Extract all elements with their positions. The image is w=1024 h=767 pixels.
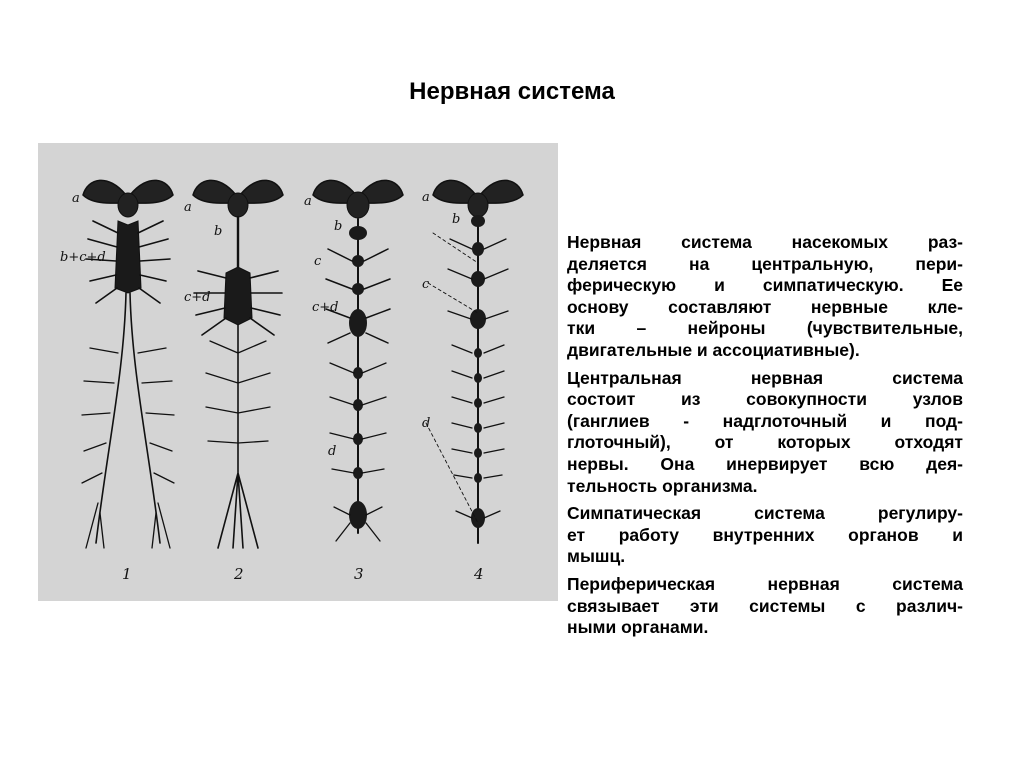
description-text [567, 232, 963, 645]
figure-label: a [422, 190, 430, 205]
specimen-3-diagram [313, 180, 403, 541]
text-line: Симпатическая система регулиру- [567, 503, 963, 524]
figure-label: a [304, 194, 312, 209]
text-line: связывает эти системы с различ- [567, 595, 963, 616]
paragraph-overview [567, 232, 963, 362]
specimen-number: 2 [234, 565, 244, 583]
text-line: двигательные и ассоциативные). [567, 339, 860, 360]
figure-label: b [334, 219, 343, 234]
text-line: тки – нейроны (чувствительные, [567, 318, 963, 339]
specimen-2-diagram [193, 180, 283, 548]
text-line: Нервная система насекомых раз- [567, 232, 963, 252]
text-line: нервы. Она инервирует всю дея- [567, 453, 963, 474]
text-line: ферическую и симпатическую. Ее [567, 275, 963, 296]
figure-label: b [214, 224, 223, 239]
text-line: ет работу внутренних органов и [567, 524, 963, 545]
specimen-number: 3 [354, 565, 364, 583]
specimen-4-diagram [426, 180, 523, 543]
figure-label: a [184, 200, 192, 215]
text-line: тельность организма. [567, 475, 758, 496]
specimen-1-diagram [82, 180, 174, 548]
text-line: глоточный), от которых отходят [567, 432, 963, 453]
text-line: (ганглиев - надглоточный и под- [567, 410, 963, 431]
paragraph-sympathetic [567, 503, 963, 568]
figure-label: d [422, 416, 431, 431]
specimen-number: 4 [474, 565, 484, 583]
figure-label: c+d [184, 290, 211, 305]
nervous-system-diagram [38, 143, 558, 601]
text-line: мышц. [567, 546, 626, 567]
text-line: ными органами. [567, 617, 709, 638]
figure-label: b [452, 212, 461, 227]
figure-label: a [72, 191, 80, 206]
text-line: состоит из совокупности узлов [567, 389, 963, 410]
figure-label: b+c+d [60, 250, 106, 265]
text-line: основу составляют нервные кле- [567, 296, 963, 317]
figure-label: c+d [312, 300, 339, 315]
text-line: деляется на центральную, пери- [567, 253, 963, 274]
specimen-number: 1 [122, 565, 132, 583]
paragraph-central [567, 368, 963, 498]
paragraph-peripheral [567, 574, 963, 639]
text-line: Центральная нервная система [567, 367, 963, 388]
text-line: Периферическая нервная система [567, 573, 963, 594]
slide-title: Нервная система [409, 78, 615, 105]
nervous-system-figure [38, 143, 558, 601]
figure-label: c [422, 277, 430, 292]
figure-label: c [314, 254, 322, 269]
figure-label: d [328, 444, 337, 459]
